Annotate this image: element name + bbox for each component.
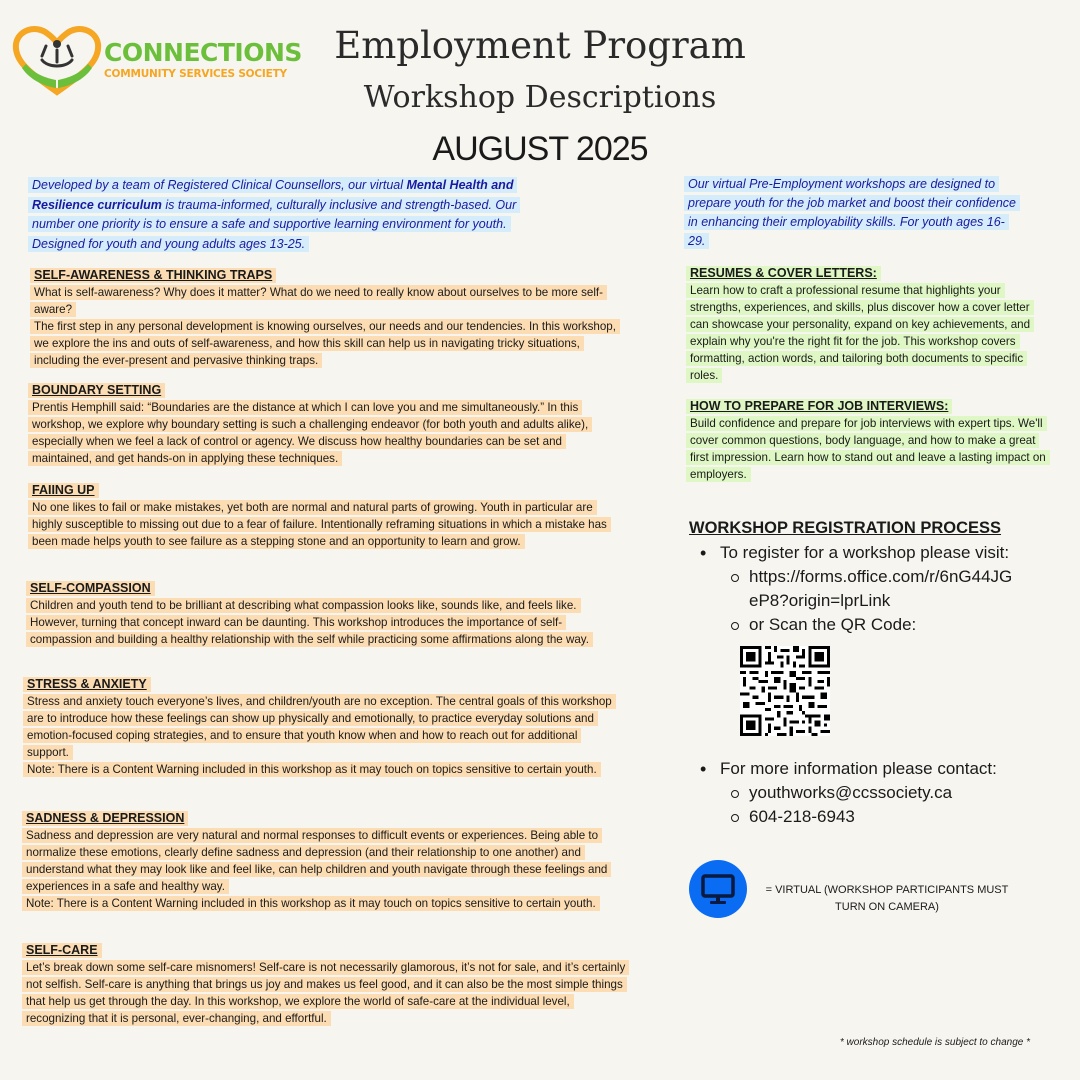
monitor-icon bbox=[689, 860, 747, 918]
workshop-description: Sadness and depression are very natural and normal responses to difficult events or experiences. Being able to normalize these emotions, clearly define sadness and depression (and their relationship to one another) and understand what they may look like and feel like, can help children and youth navigate through these feelings and experiences in a safe and healthy way. bbox=[22, 828, 611, 894]
logo bbox=[12, 22, 302, 96]
pre-employment-intro bbox=[684, 175, 1024, 251]
workshop-stress-anxiety bbox=[23, 676, 623, 778]
workshop-title: SELF-AWARENESS & THINKING TRAPS bbox=[34, 268, 273, 282]
contact-list bbox=[700, 757, 997, 829]
registration-url-part2[interactable]: eP8?origin=lprLink bbox=[749, 591, 891, 610]
intro-text-start: Developed by a team of Registered Clinical Counsellors, our virtual bbox=[32, 178, 407, 192]
contact-label: • For more information please contact: bbox=[700, 757, 997, 781]
page-title: Employment Program bbox=[334, 24, 746, 67]
workshop-job-interviews bbox=[686, 398, 1051, 483]
virtual-legend-line1: = VIRTUAL (WORKSHOP PARTICIPANTS MUST bbox=[765, 884, 1009, 896]
workshop-title: SELF-CARE bbox=[26, 943, 98, 957]
mental-health-intro bbox=[28, 176, 558, 254]
workshop-resumes-cover-letters bbox=[686, 265, 1051, 384]
workshop-title: SELF-COMPASSION bbox=[30, 581, 151, 595]
qr-label: or Scan the QR Code: bbox=[700, 613, 1012, 637]
registration-url-part1[interactable]: https://forms.office.com/r/6nG44JG bbox=[749, 567, 1013, 586]
registration-list bbox=[700, 541, 1012, 637]
workshop-description: Build confidence and prepare for job interviews with expert tips. We'll cover common questions, body language, and how to make a great first impression. Learn how to stand out and leave a lasting impact on employers. bbox=[686, 416, 1050, 482]
workshop-description: Children and youth tend to be brilliant at describing what compassion looks like, sounds like, and feels like. However, turning that concept inward can be daunting. This workshop introduces the importance of self-compassion and building a healthy relationship with the self while practicing some affirmations along the way. bbox=[26, 598, 593, 647]
workshop-title: RESUMES & COVER LETTERS: bbox=[690, 266, 877, 280]
pre-employment-intro-text: Our virtual Pre-Employment workshops are designed to prepare youth for the job market and boost their confidence in enhancing their employability skills. For youth ages 16-29. bbox=[684, 176, 1020, 249]
workshop-title: SADNESS & DEPRESSION bbox=[26, 811, 185, 825]
virtual-legend-line2: TURN ON CAMERA) bbox=[835, 901, 939, 913]
intro-curriculum-name: Mental Health and Resilience curriculum bbox=[32, 178, 514, 212]
workshop-boundary-setting bbox=[28, 382, 618, 467]
workshop-content-warning: Note: There is a Content Warning included in this workshop as it may touch on topics sensitive to certain youth. bbox=[22, 896, 600, 911]
logo-subtitle: COMMUNITY SERVICES SOCIETY bbox=[104, 68, 287, 80]
workshop-description: Let’s break down some self-care misnomers! Self-care is not necessarily glamorous, it’s not for sale, and it’s certainly not selfish. Self-care is anything that brings us joy and makes us feel good, and it can also be the most simple things that help us get through the day. In this workshop, we explore the world of safe-care at the individual level, recognizing that it is personal, ever-changing, and effortful. bbox=[22, 960, 629, 1026]
schedule-disclaimer: * workshop schedule is subject to change * bbox=[839, 1037, 1030, 1048]
workshop-description: Learn how to craft a professional resume that highlights your strengths, experiences, and skills, plus discover how a cover letter can showcase your personality, expand on key achievements, and explain why you're the right fit for the job. This workshop covers formatting, action words, and tailoring both documents to specific roles. bbox=[686, 283, 1034, 383]
workshop-description: Stress and anxiety touch everyone’s lives, and children/youth are no exception. The central goals of this workshop are to introduce how these feelings can show up physically and emotionally, to practice everyday solutions and emotion-focused coping strategies, and to ensure that youth know when and how to reach out for additional support. bbox=[23, 694, 616, 760]
contact-phone[interactable]: 604-218-6943 bbox=[700, 805, 997, 829]
workshop-description: The first step in any personal development is knowing ourselves, our needs and our tendencies. In this workshop, we explore the ins and outs of self-awareness, and how this skill can help us in navigating tricky situations, including the ever-present and pervasive thinking traps. bbox=[30, 319, 620, 368]
workshop-failing-up bbox=[28, 482, 618, 550]
virtual-legend bbox=[752, 882, 1022, 916]
registration-link[interactable] bbox=[700, 565, 1012, 613]
workshop-content-warning: Note: There is a Content Warning included in this workshop as it may touch on topics sensitive to certain youth. bbox=[23, 762, 601, 777]
workshop-title: STRESS & ANXIETY bbox=[27, 677, 147, 691]
register-label: • To register for a workshop please visit: bbox=[700, 541, 1012, 565]
logo-name: CONNECTIONS bbox=[104, 38, 302, 67]
registration-title: WORKSHOP REGISTRATION PROCESS bbox=[689, 519, 1002, 537]
workshop-self-care bbox=[22, 942, 628, 1027]
workshop-title: BOUNDARY SETTING bbox=[32, 383, 162, 397]
workshop-title: HOW TO PREPARE FOR JOB INTERVIEWS: bbox=[690, 399, 949, 413]
workshop-description: No one likes to fail or make mistakes, yet both are normal and natural parts of growing. Youth in particular are highly susceptible to missing out due to a fear of failure. Intentionally reframing situations in which a mistake has been made helps youth to see failure as a stepping stone and an opportunity to learn and grow. bbox=[28, 500, 611, 549]
workshop-sadness-depression bbox=[22, 810, 626, 912]
workshop-self-awareness bbox=[30, 267, 620, 369]
workshop-description: What is self-awareness? Why does it matter? What do we need to really know about ourselves to be more self-aware? bbox=[30, 285, 607, 317]
page-subtitle: Workshop Descriptions bbox=[363, 80, 717, 115]
contact-email[interactable]: youthworks@ccssociety.ca bbox=[700, 781, 997, 805]
workshop-self-compassion bbox=[26, 580, 621, 648]
intro-text-end: is trauma-informed, culturally inclusive and strength-based. Our number one priority is to ensure a safe and supportive learning environment for youth. Designed for youth and young adults ages 13-25. bbox=[32, 197, 517, 251]
page-month: AUGUST 2025 bbox=[432, 130, 648, 168]
workshop-description: Prentis Hemphill said: “Boundaries are the distance at which I can love you and me simultaneously.” In this workshop, we explore why boundary setting is such a challenging endeavor (for both youth and adults alike), especially when we feel a lack of control or agency. We discuss how healthy boundaries can be set and maintained, and get hands-on in applying these techniques. bbox=[28, 400, 592, 466]
heart-hands-logo-icon bbox=[12, 22, 102, 96]
workshop-title: FAIING UP bbox=[32, 483, 95, 497]
qr-code-icon[interactable] bbox=[740, 646, 830, 736]
